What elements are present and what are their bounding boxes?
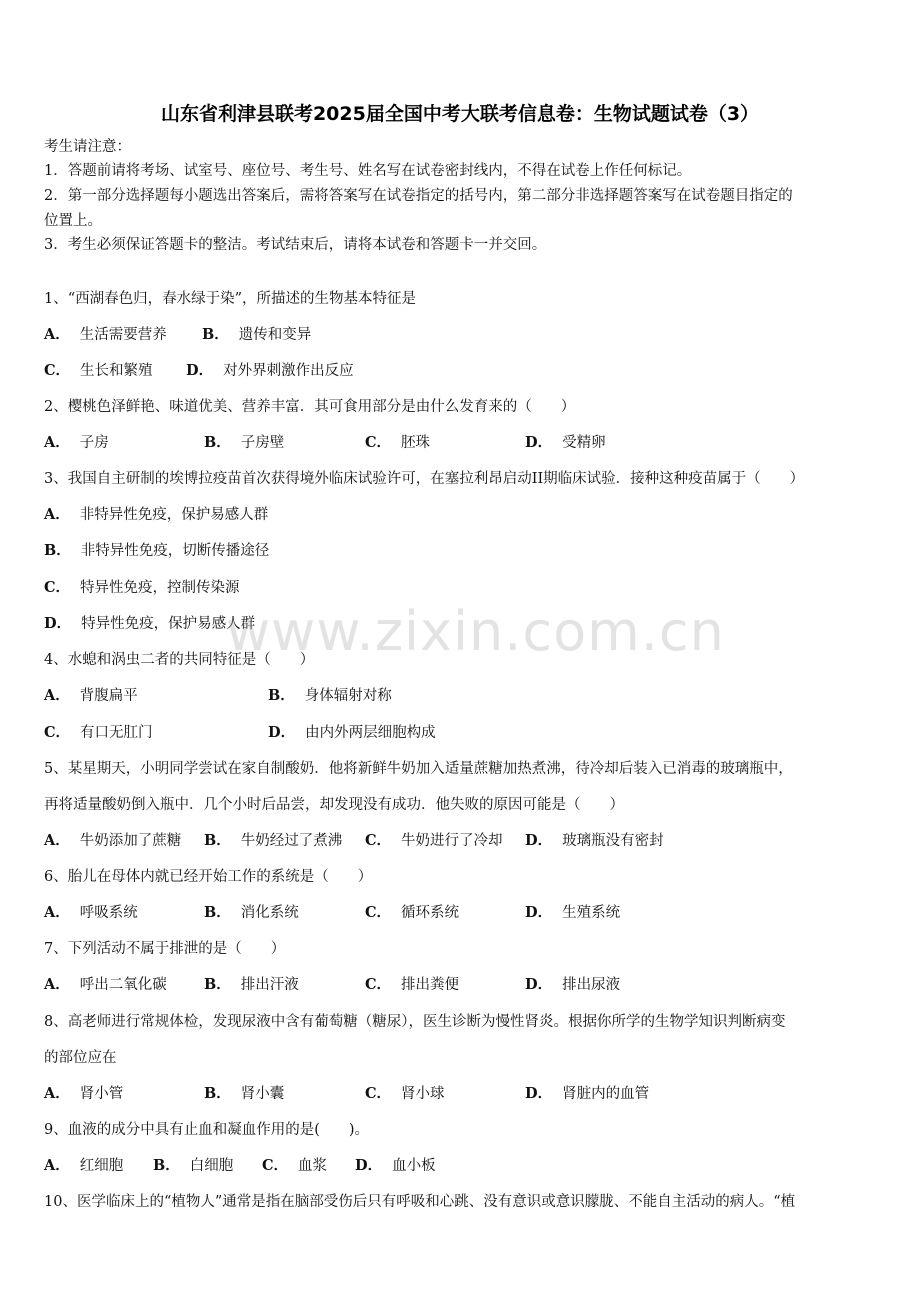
question-2-option-b: B． 子房壁 bbox=[204, 434, 285, 451]
question-8-option-c: C． 肾小球 bbox=[365, 1085, 445, 1102]
question-4-option-a: A． 背腹扁平 bbox=[44, 687, 138, 704]
question-1-option-a: A． 生活需要营养 bbox=[44, 326, 167, 343]
question-7-option-b: B． 排出汗液 bbox=[204, 976, 299, 993]
question-4-option-d: D． 由内外两层细胞构成 bbox=[268, 724, 436, 741]
question-6-option-b: B． 消化系统 bbox=[204, 904, 299, 921]
question-1-option-b: B． 遗传和变异 bbox=[202, 326, 312, 343]
question-9-option-d: D． 血小板 bbox=[355, 1157, 436, 1174]
question-8-option-a: A． 肾小管 bbox=[44, 1085, 124, 1102]
question-5-stem-cont: 再将适量酸奶倒入瓶中．几个小时后品尝，却发现没有成功．他失败的原因可能是（ ） bbox=[44, 797, 624, 813]
notice-item: 位置上。 bbox=[44, 213, 102, 229]
question-9-option-b: B． 白细胞 bbox=[153, 1157, 234, 1174]
notice-header: 考生请注意： bbox=[44, 139, 131, 155]
question-2-option-c: C． 胚珠 bbox=[365, 434, 431, 451]
question-8-option-b: B． 肾小囊 bbox=[204, 1085, 285, 1102]
question-5-option-d: D． 玻璃瓶没有密封 bbox=[525, 832, 664, 849]
question-6-option-d: D． 生殖系统 bbox=[525, 904, 621, 921]
question-8-stem-cont: 的部位应在 bbox=[44, 1050, 117, 1066]
question-3-option-c: C． 特异性免疫，控制传染源 bbox=[44, 579, 240, 596]
question-3-option-d: D． 特异性免疫，保护易感人群 bbox=[44, 615, 256, 632]
notice-item: 2．第一部分选择题每小题选出答案后，需将答案写在试卷指定的括号内，第二部分非选择题答案写在试卷题目指定的 bbox=[44, 188, 793, 204]
question-3-stem: 3、我国自主研制的埃博拉疫苗首次获得境外临床试验许可，在塞拉利昂启动II期临床试验．接种这种疫苗属于（ ） bbox=[44, 471, 805, 487]
question-1-option-c: C． 生长和繁殖 bbox=[44, 362, 153, 379]
question-4-stem: 4、水螅和涡虫二者的共同特征是（ ） bbox=[44, 652, 315, 668]
question-2-stem: 2、樱桃色泽鲜艳、味道优美、营养丰富．其可食用部分是由什么发育来的（ ） bbox=[44, 399, 576, 415]
question-2-option-d: D． 受精卵 bbox=[525, 434, 606, 451]
notice-item: 1．答题前请将考场、试室号、座位号、考生号、姓名写在试卷密封线内，不得在试卷上作任何标记。 bbox=[44, 163, 692, 179]
question-5-option-b: B． 牛奶经过了煮沸 bbox=[204, 832, 343, 849]
notice-item: 3．考生必须保证答题卡的整洁。考试结束后，请将本试卷和答题卡一并交回。 bbox=[44, 237, 547, 253]
question-6-option-a: A． 呼吸系统 bbox=[44, 904, 138, 921]
question-3-option-b: B． 非特异性免疫，切断传播途径 bbox=[44, 542, 270, 559]
question-9-option-a: A． 红细胞 bbox=[44, 1157, 124, 1174]
question-4-option-c: C． 有口无肛门 bbox=[44, 724, 153, 741]
question-6-stem: 6、胎儿在母体内就已经开始工作的系统是（ ） bbox=[44, 869, 373, 885]
question-6-option-c: C． 循环系统 bbox=[365, 904, 460, 921]
question-1-option-d: D． 对外界刺激作出反应 bbox=[186, 362, 354, 379]
question-5-option-a: A． 牛奶添加了蔗糖 bbox=[44, 832, 182, 849]
question-3-option-a: A． 非特异性免疫，保护易感人群 bbox=[44, 506, 269, 523]
question-5-stem: 5、某星期天，小明同学尝试在家自制酸奶．他将新鲜牛奶加入适量蔗糖加热煮沸，待冷却后装入已消毒的玻璃瓶中， bbox=[44, 761, 793, 777]
question-7-option-c: C． 排出粪便 bbox=[365, 976, 460, 993]
question-9-stem: 9、血液的成分中具有止血和凝血作用的是( )。 bbox=[44, 1122, 370, 1138]
watermark-text: www.zixin.com.cn bbox=[226, 600, 725, 663]
question-2-option-a: A． 子房 bbox=[44, 434, 109, 451]
question-9-option-c: C． 血浆 bbox=[262, 1157, 328, 1174]
question-7-stem: 7、下列活动不属于排泄的是（ ） bbox=[44, 941, 286, 957]
page-title: 山东省利津县联考2025届全国中考大联考信息卷：生物试题试卷（3） bbox=[160, 103, 760, 125]
question-8-stem: 8、高老师进行常规体检，发现尿液中含有葡萄糖（糖尿），医生诊断为慢性肾炎。根据你所学的生物学知识判断病变 bbox=[44, 1014, 786, 1030]
question-5-option-c: C． 牛奶进行了冷却 bbox=[365, 832, 503, 849]
question-10-stem: 10、医学临床上的“植物人”通常是指在脑部受伤后只有呼吸和心跳、没有意识或意识朦胧、不能自主活动的病人。“植 bbox=[44, 1194, 796, 1210]
question-7-option-d: D． 排出尿液 bbox=[525, 976, 621, 993]
question-1-stem: 1、“西湖春色归，春水绿于染”，所描述的生物基本特征是 bbox=[44, 291, 417, 307]
question-4-option-b: B． 身体辐射对称 bbox=[268, 687, 392, 704]
question-8-option-d: D． 肾脏内的血管 bbox=[525, 1085, 650, 1102]
question-7-option-a: A． 呼出二氧化碳 bbox=[44, 976, 167, 993]
